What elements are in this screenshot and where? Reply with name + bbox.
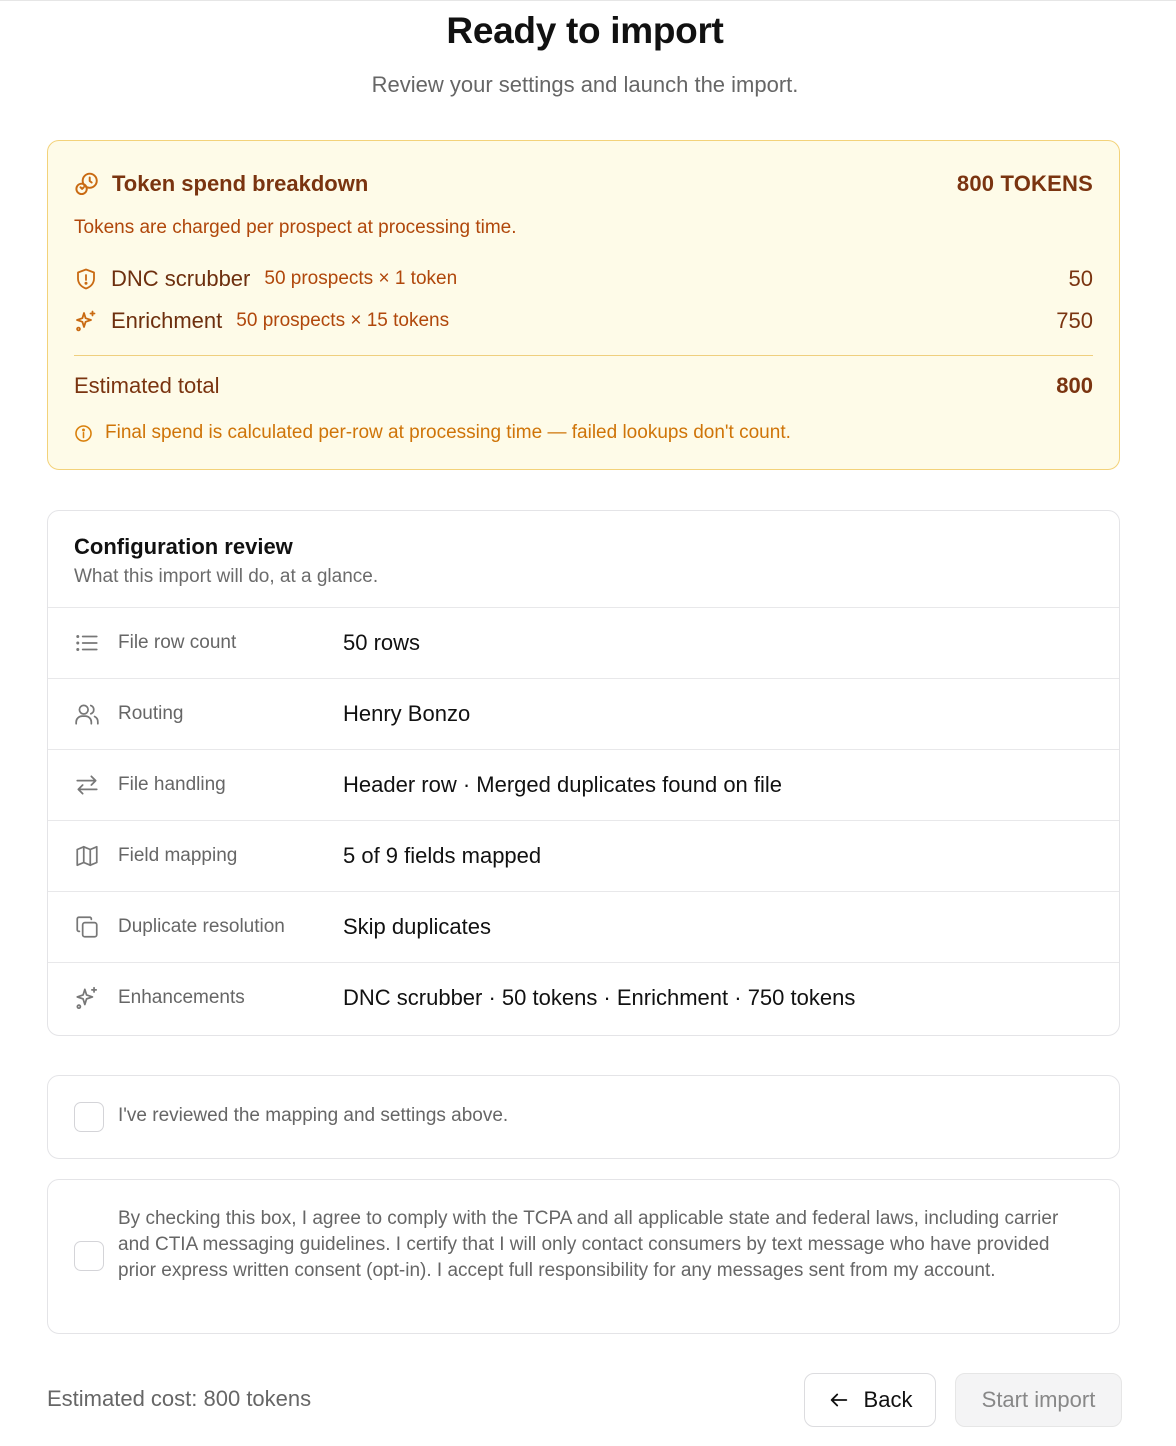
coins-icon — [74, 171, 100, 197]
config-value: Header row · Merged duplicates found on file — [343, 772, 783, 797]
config-row-duplicate-resolution — [48, 891, 1119, 962]
token-card-title: Token spend breakdown — [112, 171, 369, 196]
review-confirmation-card — [47, 1075, 1120, 1159]
config-value: Henry Bonzo — [343, 701, 471, 726]
token-divider — [74, 355, 1093, 356]
config-label: File row count — [118, 632, 237, 653]
back-button-label: Back — [863, 1387, 913, 1412]
token-line-name: DNC scrubber — [111, 266, 251, 291]
config-row-field-mapping — [48, 820, 1119, 891]
estimated-total-value: 800 — [1056, 373, 1093, 398]
list-icon — [74, 630, 100, 656]
tcpa-consent-card — [47, 1179, 1120, 1334]
start-import-button[interactable] — [955, 1373, 1122, 1427]
tcpa-checkbox-label[interactable]: By checking this box, I agree to comply with the TCPA and all applicable state and federal laws, including carrier and CTIA messaging guidelines. I certify that I will only contact consumers by text message who have provided prior express written consent (opt-in). I accept full responsibility for any messages sent from my account. — [118, 1208, 1059, 1281]
users-icon — [74, 701, 100, 727]
config-label: Duplicate resolution — [118, 916, 285, 937]
config-row-routing — [48, 678, 1119, 749]
review-checkbox[interactable] — [74, 1102, 104, 1132]
config-label: Routing — [118, 703, 184, 724]
config-value: 50 rows — [343, 630, 421, 655]
info-icon — [74, 424, 93, 443]
token-line-calc: 50 prospects × 1 token — [264, 268, 458, 289]
token-line-enrichment — [74, 306, 1093, 336]
review-checkbox-label[interactable]: I've reviewed the mapping and settings above. — [118, 1105, 509, 1126]
arrow-left-icon — [828, 1389, 850, 1411]
configuration-review-title: Configuration review — [74, 534, 293, 559]
token-line-calc: 50 prospects × 15 tokens — [236, 310, 450, 331]
config-row-file-row-count — [48, 607, 1119, 678]
configuration-review-card — [47, 510, 1120, 1036]
token-spend-card — [47, 140, 1120, 470]
token-estimated-total — [74, 371, 1093, 401]
back-button[interactable] — [804, 1373, 936, 1427]
token-note — [74, 420, 791, 446]
config-label: Enhancements — [118, 987, 245, 1008]
token-line-value: 750 — [1056, 308, 1093, 333]
token-note-text: Final spend is calculated per-row at processing time — failed lookups don't count. — [105, 422, 791, 443]
tcpa-checkbox[interactable] — [74, 1241, 104, 1271]
copy-icon — [74, 914, 100, 940]
token-total-badge: 800 TOKENS — [956, 171, 1093, 196]
page-subtitle: Review your settings and launch the import. — [371, 72, 799, 97]
estimated-total-label: Estimated total — [74, 373, 220, 398]
start-import-label: Start import — [981, 1387, 1096, 1412]
config-value: DNC scrubber · 50 tokens · Enrichment · 750 tokens — [343, 985, 856, 1010]
config-row-enhancements — [48, 962, 1119, 1033]
config-value: Skip duplicates — [343, 914, 491, 939]
token-card-description: Tokens are charged per prospect at processing time. — [74, 217, 517, 238]
config-label: Field mapping — [118, 845, 238, 866]
sparkles-icon — [74, 309, 98, 333]
estimated-cost: Estimated cost: 800 tokens — [47, 1386, 312, 1411]
token-line-dnc — [74, 264, 1093, 294]
configuration-review-subtitle: What this import will do, at a glance. — [74, 566, 379, 587]
sparkles-icon — [74, 985, 100, 1011]
map-icon — [74, 843, 100, 869]
config-label: File handling — [118, 774, 226, 795]
config-value: 5 of 9 fields mapped — [343, 843, 542, 868]
page-title: Ready to import — [446, 10, 724, 51]
config-row-file-handling — [48, 749, 1119, 820]
shield-alert-icon — [74, 267, 98, 291]
token-line-name: Enrichment — [111, 308, 223, 333]
token-card-header — [74, 169, 1093, 199]
arrows-swap-icon — [74, 772, 100, 798]
top-divider — [0, 0, 1176, 1]
token-line-value: 50 — [1068, 266, 1093, 291]
